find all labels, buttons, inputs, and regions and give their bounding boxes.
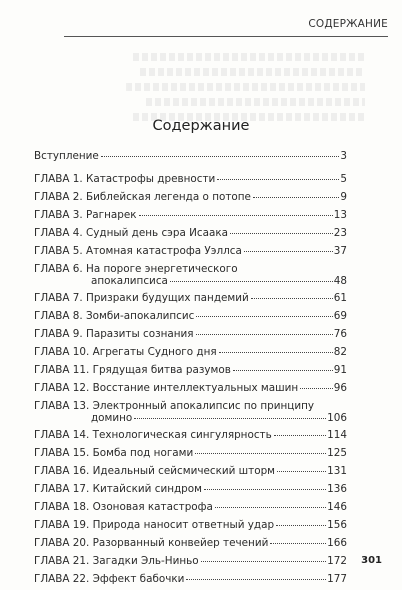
toc-entry-label: ГЛАВА 16. Идеальный сейсмический шторм xyxy=(34,465,276,477)
dot-leader xyxy=(201,561,327,562)
dot-leader xyxy=(219,352,333,353)
toc-entry xyxy=(34,191,347,203)
toc-entry-page: 146 xyxy=(327,501,347,513)
toc-entry xyxy=(34,227,347,239)
dot-leader xyxy=(101,156,340,157)
toc-entry-page: 106 xyxy=(327,412,347,424)
toc-entry-label: ГЛАВА 19. Природа наносит ответный удар xyxy=(34,519,275,531)
toc-entry-page: 76 xyxy=(333,328,347,340)
toc-entry-label: ГЛАВА 21. Загадки Эль-Ниньо xyxy=(34,555,199,567)
toc-entry-label: ГЛАВА 13. Электронный апокалипсис по принципу xyxy=(34,400,315,412)
toc-entry-page: 13 xyxy=(333,209,347,221)
toc-entry xyxy=(34,209,347,221)
toc-entry xyxy=(34,465,347,477)
toc-entry xyxy=(34,382,347,394)
dot-leader xyxy=(277,471,326,472)
toc-entry-page: 61 xyxy=(333,292,347,304)
toc-entry xyxy=(34,429,347,441)
toc-entry xyxy=(34,346,347,358)
toc-entry-label: ГЛАВА 2. Библейская легенда о потопе xyxy=(34,191,251,203)
header-rule xyxy=(64,36,388,37)
running-header: СОДЕРЖАНИЕ xyxy=(308,18,388,30)
toc-entry-label: ГЛАВА 6. На пороге энергетического xyxy=(34,263,238,275)
dot-leader xyxy=(276,525,326,526)
toc-entry xyxy=(34,537,347,549)
toc-entry xyxy=(34,292,347,304)
toc-entry-page: 9 xyxy=(340,191,347,203)
toc-entry xyxy=(34,173,347,185)
dot-leader xyxy=(251,298,333,299)
toc-entry xyxy=(34,483,347,495)
toc-entry-label: ГЛАВА 14. Технологическая сингулярность xyxy=(34,429,272,441)
toc-entry-label: ГЛАВА 12. Восстание интеллектуальных машин xyxy=(34,382,299,394)
toc-entry-label-continued: домино xyxy=(91,412,133,424)
toc-entry-label: ГЛАВА 1. Катастрофы древности xyxy=(34,173,216,185)
dot-leader xyxy=(300,388,333,389)
toc-entry xyxy=(34,310,347,322)
toc-entry xyxy=(34,519,347,531)
dot-leader xyxy=(233,370,333,371)
toc-entry xyxy=(34,501,347,513)
dot-leader xyxy=(195,453,326,454)
toc-entry-label: ГЛАВА 17. Китайский синдром xyxy=(34,483,202,495)
toc-entry-page: 69 xyxy=(333,310,347,322)
toc-entry-label: ГЛАВА 7. Призраки будущих пандемий xyxy=(34,292,249,304)
dot-leader xyxy=(139,215,333,216)
toc-entry-label: ГЛАВА 18. Озоновая катастрофа xyxy=(34,501,213,513)
dot-leader xyxy=(204,489,326,490)
toc-entry-page: 177 xyxy=(327,573,347,585)
toc-entry xyxy=(34,555,347,567)
toc-entry-page: 91 xyxy=(333,364,347,376)
toc-entry xyxy=(34,447,347,459)
toc-entry xyxy=(34,245,347,257)
toc-entry-page: 136 xyxy=(327,483,347,495)
dot-leader xyxy=(274,435,326,436)
toc-entry-label: ГЛАВА 8. Зомби-апокалипсис xyxy=(34,310,195,322)
toc-entry-label: ГЛАВА 9. Паразиты сознания xyxy=(34,328,194,340)
toc-entry-page: 37 xyxy=(333,245,347,257)
dot-leader xyxy=(196,334,333,335)
toc-entry-page: 114 xyxy=(327,429,347,441)
page-number: 301 xyxy=(361,555,382,566)
toc-entry-page: 156 xyxy=(327,519,347,531)
toc-entry xyxy=(34,150,347,162)
toc-entry xyxy=(34,364,347,376)
dot-leader xyxy=(217,179,339,180)
toc-entry-label: ГЛАВА 3. Рагнарек xyxy=(34,209,137,221)
toc-entry xyxy=(34,573,347,585)
toc-entry-page: 48 xyxy=(333,275,347,287)
toc-entry-page: 96 xyxy=(333,382,347,394)
dot-leader xyxy=(270,543,326,544)
toc-entry-page: 23 xyxy=(333,227,347,239)
toc-entry-label: ГЛАВА 10. Агрегаты Судного дня xyxy=(34,346,217,358)
toc-entry-page: 172 xyxy=(327,555,347,567)
toc-title: Содержание xyxy=(152,118,250,134)
toc-entry-label: ГЛАВА 15. Бомба под ногами xyxy=(34,447,194,459)
toc-entry-page: 3 xyxy=(340,150,347,162)
toc-entry-label: ГЛАВА 22. Эффект бабочки xyxy=(34,573,185,585)
dot-leader xyxy=(170,281,333,282)
toc-entry xyxy=(34,400,347,424)
toc-entry xyxy=(34,328,347,340)
toc-entry-page: 125 xyxy=(327,447,347,459)
toc-entry-label: ГЛАВА 11. Грядущая битва разумов xyxy=(34,364,231,376)
dot-leader xyxy=(134,418,326,419)
toc-entry-label-continued: апокалипсиса xyxy=(91,275,168,287)
dot-leader xyxy=(196,316,332,317)
toc-entry-page: 166 xyxy=(327,537,347,549)
dot-leader xyxy=(186,579,326,580)
dot-leader xyxy=(215,507,326,508)
toc-entry-page: 82 xyxy=(333,346,347,358)
toc-entry-page: 5 xyxy=(340,173,347,185)
dot-leader xyxy=(244,251,333,252)
toc-entry-page: 131 xyxy=(327,465,347,477)
toc-entry-label: ГЛАВА 5. Атомная катастрофа Уэллса xyxy=(34,245,242,257)
dot-leader xyxy=(230,233,333,234)
toc-entry xyxy=(34,263,347,287)
toc-entry-label: ГЛАВА 4. Судный день сэра Исаака xyxy=(34,227,228,239)
dot-leader xyxy=(253,197,339,198)
toc-entry-label: Вступление xyxy=(34,150,99,162)
toc-entry-label: ГЛАВА 20. Разорванный конвейер течений xyxy=(34,537,269,549)
